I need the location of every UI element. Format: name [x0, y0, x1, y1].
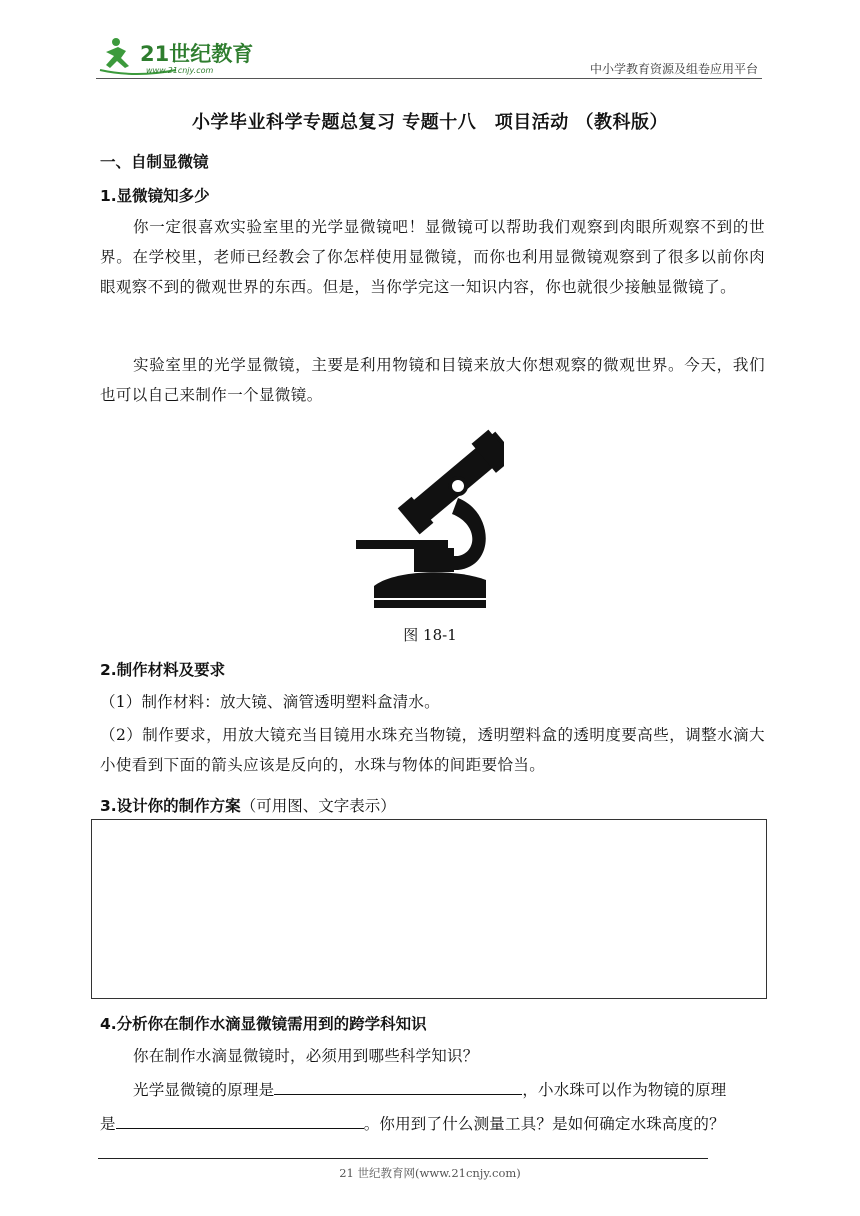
header-divider [96, 78, 762, 79]
page-title: 小学毕业科学专题总复习 专题十八 项目活动 （教科版） [191, 112, 669, 133]
subsection-heading-3 [100, 794, 396, 816]
subsection-heading-4: 4.分析你在制作水滴显微镜需用到的跨学科知识 [100, 1015, 427, 1033]
subsection-heading-1: 1.显微镜知多少 [100, 187, 210, 205]
design-answer-box[interactable] [91, 819, 767, 999]
fill-line-2-suffix: 。你用到了什么测量工具？是如何确定水珠高度的？ [363, 1115, 725, 1133]
fill-line-1-prefix: 光学显微镜的原理是 [133, 1081, 275, 1099]
figure-caption: 图 18-1 [403, 626, 457, 644]
fill-line-1-suffix: ，小水珠可以作为物镜的原理 [522, 1081, 727, 1099]
logo-text: 21世纪教育 [140, 42, 254, 66]
footer-divider [98, 1158, 708, 1159]
footer-text: 21 世纪教育网(www.21cnjy.com) [339, 1166, 521, 1180]
requirements-item: （2）制作要求，用放大镜充当目镜用水珠充当物镜，透明塑料盒的透明度要高些，调整水滴大小使看到下面的箭头应该是反向的，水珠与物体的间距要恰当。 [100, 726, 765, 774]
logo-url: www.21cnjy.com [146, 66, 214, 75]
materials-item: （1）制作材料：放大镜、滴管透明塑料盒清水。 [100, 693, 440, 711]
intro-paragraph-2: 实验室里的光学显微镜，主要是利用物镜和目镜来放大你想观察的微观世界。今天，我们也可以自己来制作一个显微镜。 [100, 356, 765, 404]
question-text: 你在制作水滴显微镜时，必须用到哪些科学知识？ [133, 1047, 479, 1065]
microscope-image [354, 420, 504, 612]
fill-line-1 [133, 1078, 726, 1100]
answer-blank-1[interactable] [274, 1078, 522, 1095]
platform-name: 中小学教育资源及组卷应用平台 [589, 62, 758, 76]
fill-line-2-prefix: 是 [100, 1115, 116, 1133]
site-logo [96, 34, 256, 78]
subsection-heading-3-text: 3.设计你的制作方案 [100, 797, 241, 815]
answer-blank-2[interactable] [116, 1112, 364, 1129]
fill-line-2 [100, 1112, 725, 1134]
subsection-heading-3-note: （可用图、文字表示） [240, 797, 396, 815]
section-heading: 一、自制显微镜 [100, 153, 209, 171]
subsection-heading-2: 2.制作材料及要求 [100, 661, 226, 679]
intro-paragraph-1: 你一定很喜欢实验室里的光学显微镜吧！显微镜可以帮助我们观察到肉眼所观察不到的世界。在学校里，老师已经教会了你怎样使用显微镜，而你也利用显微镜观察到了很多以前你肉眼观察不到的微观世界的东西。但是，当你学完这一知识内容，你也就很少接触显微镜了。 [100, 218, 765, 296]
